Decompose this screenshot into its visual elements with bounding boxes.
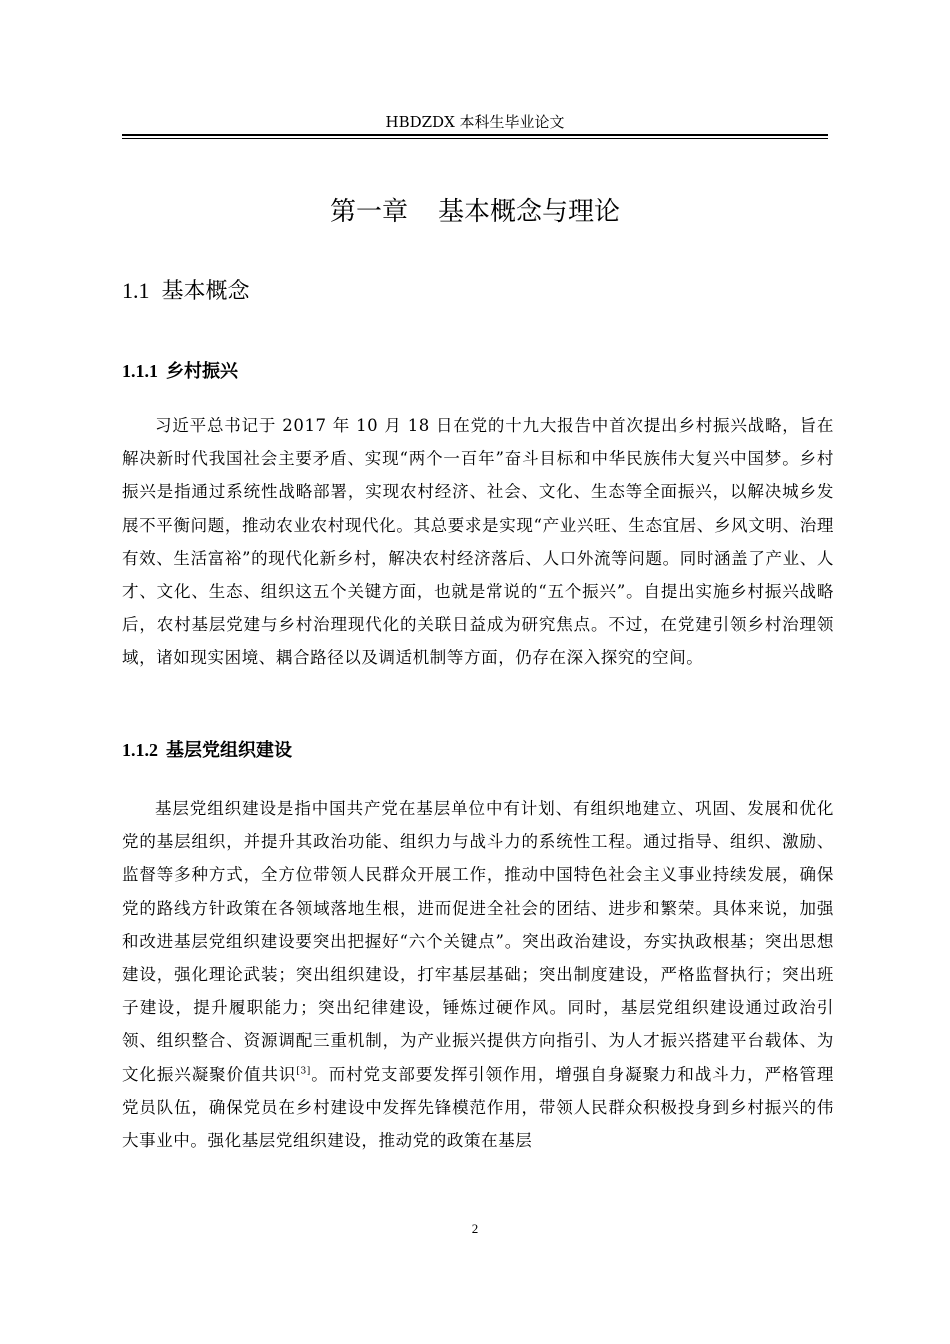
citation-reference[interactable]: [3] [296,1066,311,1077]
chapter-title [122,190,828,234]
subsection-number: 1.1.2 [122,740,158,760]
subsection-heading-rural-revitalization [122,356,238,387]
header-rule-thick [122,134,828,136]
section-title: 基本概念 [161,279,250,304]
running-header: HBDZDX 本科生毕业论文 [385,113,565,131]
body-paragraph-rural-revitalization: 习近平总书记于 2017 年 10 月 18 日在党的十九大报告中首次提出乡村振兴战略，旨在解决新时代我国社会主要矛盾、实现“两个一百年”奋斗目标和中华民族伟大复兴中国梦。乡村振兴是指通过系统性战略部署，实现农村经济、社会、文化、生态等全面振兴，以解决城乡发展不平衡问题，推动农业农村现代化。其总要求是实现“产业兴旺、生态宜居、乡风文明、治理有效、生活富裕”的现代化新乡村，解决农村经济落后、人口外流等问题。同时涵盖了产业、人才、文化、生态、组织这五个关键方面，也就是常说的“五个振兴”。自提出实施乡村振兴战略后，农村基层党建与乡村治理现代化的关联日益成为研究焦点。不过，在党建引领乡村治理领域，诸如现实困境、耦合路径以及调适机制等方面，仍存在深入探究的空间。 [122,416,834,668]
chapter-title-text: 基本概念与理论 [438,197,621,227]
subsection-title: 乡村振兴 [166,361,238,382]
section-number: 1.1 [122,278,150,303]
page-number: 2 [471,1221,479,1236]
subsection-title: 基层党组织建设 [166,740,292,761]
paragraph-text-part1: 基层党组织建设是指中国共产党在基层单位中有计划、有组织地建立、巩固、发展和优化党的基层组织，并提升其政治功能、组织力与战斗力的系统性工程。通过指导、组织、激励、监督等多种方式，全方位带领人民群众开展工作，推动中国特色社会主义事业持续发展，确保党的路线方针政策在各领域落地生根，进而促进全社会的团结、进步和繁荣。具体来说，加强和改进基层党组织建设要突出把握好“六个关键点”。突出政治建设，夯实执政根基；突出思想建设，强化理论武装；突出组织建设，打牢基层基础；突出制度建设，严格监督执行；突出班子建设，提升履职能力；突出纪律建设，锤炼过硬作风。同时，基层党组织建设通过政治引领、组织整合、资源调配三重机制，为产业振兴提供方向指引、为人才振兴搭建平台载体、为文化振兴凝聚价值共识 [122,799,834,1084]
section-heading [122,273,250,310]
paragraph-text-part2: 。而村党支部要发挥引领作用，增强自身凝聚力和战斗力，严格管理党员队伍，确保党员在乡村建设中发挥先锋模范作用，带领人民群众积极投身到乡村振兴的伟大事业中。强化基层党组织建设，推动党的政策在基层 [122,1064,834,1151]
subsection-number: 1.1.1 [122,361,158,381]
body-paragraph-party-building [122,792,834,1157]
subsection-heading-party-building [122,735,292,766]
header-rule-thin [122,138,828,139]
chapter-number-label: 第一章 [329,197,408,227]
